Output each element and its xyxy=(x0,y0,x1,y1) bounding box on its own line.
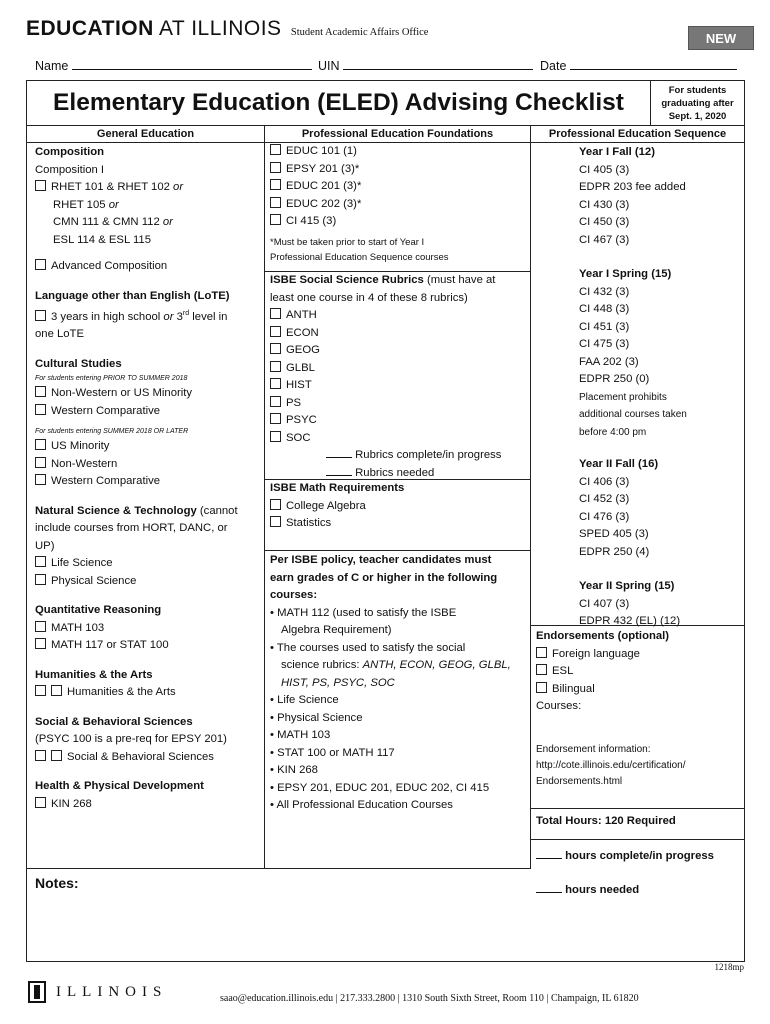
or-text: or xyxy=(162,216,173,228)
checkbox[interactable] xyxy=(51,750,62,761)
nst-row[interactable] xyxy=(35,555,264,573)
or-text: or xyxy=(163,310,174,323)
option-text: Non-Western xyxy=(51,457,118,470)
option-text: Western Comparative xyxy=(51,475,161,488)
brand-light: AT ILLINOIS xyxy=(158,17,282,40)
rubrics-complete-text: Rubrics complete/in progress xyxy=(355,449,502,461)
endorsement-info: Endorsement information: xyxy=(536,743,651,755)
bullet-text: Algebra Requirement) xyxy=(281,624,392,636)
rubric-row[interactable] xyxy=(270,377,530,395)
policy-bullet: • KIN 268 xyxy=(270,764,318,776)
option-text: MATH 103 xyxy=(51,621,105,634)
course-text: CI 448 (3) xyxy=(579,303,630,315)
lote-heading: Language other than English (LoTE) xyxy=(35,289,230,302)
course-text: CI 452 (3) xyxy=(579,493,630,505)
humanities-row[interactable] xyxy=(35,684,264,702)
foundation-row[interactable] xyxy=(270,196,530,214)
checkbox[interactable] xyxy=(270,144,281,155)
professional-foundations-heading: Professional Education Foundations xyxy=(265,126,530,143)
professional-sequence-column xyxy=(531,126,744,961)
quant-row[interactable] xyxy=(35,620,264,638)
isbe-policy-section xyxy=(265,551,530,815)
checkbox[interactable] xyxy=(270,214,281,225)
uin-underline[interactable] xyxy=(343,58,533,70)
professional-foundations-column xyxy=(265,126,531,868)
blank-underline[interactable] xyxy=(536,849,562,859)
course-text: EDUC 202 (3)* xyxy=(286,197,362,210)
nst-note: UP) xyxy=(35,539,55,552)
rubric-row[interactable] xyxy=(270,325,530,343)
checkbox[interactable] xyxy=(270,179,281,190)
bullet-text: science rubrics: xyxy=(281,659,360,671)
nst-note: include courses from HORT, DANC, or xyxy=(35,522,228,535)
option-text: Western Comparative xyxy=(51,404,161,417)
checkbox[interactable] xyxy=(35,439,46,450)
policy-bullet: • MATH 103 xyxy=(270,729,331,741)
page-title: Elementary Education (ELED) Advising Checklist xyxy=(53,89,624,116)
humanities-heading: Humanities & the Arts xyxy=(35,668,153,681)
lote-text: 3 years in high school xyxy=(51,310,161,323)
policy-text: courses: xyxy=(270,589,318,601)
course-text: CI 450 (3) xyxy=(579,216,630,228)
checkbox[interactable] xyxy=(270,343,281,354)
checkbox[interactable] xyxy=(270,499,281,510)
checkbox[interactable] xyxy=(270,308,281,319)
option-text: Foreign language xyxy=(552,647,640,660)
grad-note-line: graduating after xyxy=(661,98,734,109)
social-behavioral-heading: Social & Behavioral Sciences xyxy=(35,715,193,728)
checkbox[interactable] xyxy=(35,404,46,415)
date-field[interactable] xyxy=(540,58,737,73)
course-text: SPED 405 (3) xyxy=(579,528,649,540)
social-science-rubrics-section xyxy=(265,272,530,480)
option-text: Physical Science xyxy=(51,574,137,587)
quantitative-heading: Quantitative Reasoning xyxy=(35,604,162,617)
checkbox[interactable] xyxy=(270,413,281,424)
endorsements-section xyxy=(531,626,744,809)
brand-bold: EDUCATION xyxy=(26,17,154,40)
new-badge: NEW xyxy=(688,26,754,50)
checkbox[interactable] xyxy=(35,750,46,761)
sequence-section xyxy=(531,143,744,626)
block-i-icon xyxy=(28,981,46,1003)
checkbox[interactable] xyxy=(35,457,46,468)
rubric-text: ECON xyxy=(286,326,319,339)
rubric-text: SOC xyxy=(286,431,311,444)
lote-text: one LoTE xyxy=(35,328,84,341)
endorsement-row[interactable] xyxy=(536,646,744,664)
option-text: RHET 101 & RHET 102 xyxy=(51,181,170,193)
rubric-row[interactable] xyxy=(270,360,530,378)
hours-complete-field[interactable] xyxy=(536,848,744,866)
checkbox[interactable] xyxy=(35,310,46,321)
grad-note-line: Sept. 1, 2020 xyxy=(668,111,727,122)
course-text: CI 415 (3) xyxy=(286,215,337,227)
health-heading: Health & Physical Development xyxy=(35,780,204,793)
policy-bullet: • Life Science xyxy=(270,694,339,706)
course-text: CI 406 (3) xyxy=(579,475,630,488)
option-text: Humanities & the Arts xyxy=(67,686,176,699)
blank-underline[interactable] xyxy=(536,883,562,893)
rubric-text: ANTH xyxy=(286,309,317,321)
foundation-row[interactable] xyxy=(270,178,530,196)
rubric-text: GEOG xyxy=(286,344,320,356)
cultural-studies-heading: Cultural Studies xyxy=(35,357,122,370)
bullet-text: Physical Science xyxy=(277,711,363,724)
superscript: rd xyxy=(182,310,190,317)
composition-1-label: Composition I xyxy=(35,163,105,176)
cultural-row[interactable] xyxy=(35,456,264,474)
course-text: EDUC 201 (3)* xyxy=(286,180,362,192)
option-text: Advanced Composition xyxy=(51,260,168,272)
placement-note: Placement prohibits xyxy=(579,391,667,403)
course-text: CI 405 (3) xyxy=(579,163,630,176)
foundation-row[interactable] xyxy=(270,161,530,179)
cultural-note-prior: For students entering PRIOR TO SUMMER 2018 xyxy=(35,375,188,383)
course-text: CI 451 (3) xyxy=(579,320,630,333)
name-underline[interactable] xyxy=(72,58,312,70)
cultural-row[interactable] xyxy=(35,473,264,491)
hours-needed-text: hours needed xyxy=(565,884,640,896)
rubric-text: PSYC xyxy=(286,414,317,426)
hours-section xyxy=(531,809,744,900)
checkbox[interactable] xyxy=(35,797,46,808)
bullet-text: EPSY 201, EDUC 201, EDUC 202, CI 415 xyxy=(277,781,490,794)
rubric-text: HIST xyxy=(286,379,312,391)
checkbox[interactable] xyxy=(270,197,281,208)
lote-row[interactable] xyxy=(35,305,264,326)
natural-science-heading: Natural Science & Technology xyxy=(35,504,197,517)
option-text: ESL 114 & ESL 115 xyxy=(53,233,151,246)
uin-label: UIN xyxy=(318,59,340,73)
policy-bullet: • The courses used to satisfy the social xyxy=(270,641,466,654)
title-bar xyxy=(27,81,651,126)
checkbox[interactable] xyxy=(270,431,281,442)
general-education-heading: General Education xyxy=(27,126,264,143)
rubric-heading: ISBE Social Science Rubrics xyxy=(270,274,424,286)
rubrics-needed-text: Rubrics needed xyxy=(355,466,435,479)
cultural-row[interactable] xyxy=(35,385,264,403)
form-code: 1218mp xyxy=(714,962,744,972)
math-row[interactable] xyxy=(270,515,530,533)
checkbox[interactable] xyxy=(35,474,46,485)
bullet-text: Life Science xyxy=(277,694,339,706)
math-heading: ISBE Math Requirements xyxy=(270,482,405,494)
nst-row[interactable] xyxy=(35,573,264,591)
policy-text: earn grades of C or higher in the following xyxy=(270,571,498,584)
course-text: CI 476 (3) xyxy=(579,510,630,523)
course-text: CI 432 (3) xyxy=(579,285,630,298)
checkbox[interactable] xyxy=(35,685,46,696)
course-text: CI 407 (3) xyxy=(579,597,630,610)
option-text: CMN 111 & CMN 112 xyxy=(53,216,160,228)
course-text: EDUC 101 (1) xyxy=(286,145,357,157)
natural-science-heading-row xyxy=(35,503,264,521)
total-hours: Total Hours: 120 Required xyxy=(536,815,676,827)
policy-bullet: • STAT 100 or MATH 117 xyxy=(270,746,395,759)
option-text: RHET 105 xyxy=(53,198,106,211)
brand-wordmark xyxy=(26,17,428,41)
bullet-text: MATH 103 xyxy=(277,729,331,741)
grad-note-line: For students xyxy=(668,85,727,96)
rubric-note: least one course in 4 of these 8 rubrics) xyxy=(270,291,468,304)
course-text: EDPR 432 (EL) (12) xyxy=(579,615,681,627)
policy-text: Per ISBE policy, teacher candidates must xyxy=(270,554,492,566)
endorsements-heading: Endorsements (optional) xyxy=(536,630,670,642)
course-text: CI 475 (3) xyxy=(579,338,630,350)
checkbox[interactable] xyxy=(270,378,281,389)
bullet-text: STAT 100 or MATH 117 xyxy=(277,746,395,759)
contact-info: saao@education.illinois.edu | 217.333.2800 | 1310 South Sixth Street, Room 110 | Champaign, IL 61820 xyxy=(220,993,639,1004)
lote-text: level in xyxy=(192,310,228,323)
option-text: Life Science xyxy=(51,557,113,570)
placement-note: additional courses taken xyxy=(579,409,687,420)
bullet-text: ANTH, ECON, GEOG, GLBL, xyxy=(362,659,511,671)
cultural-row[interactable] xyxy=(35,403,264,421)
bullet-text: The courses used to satisfy the social xyxy=(276,641,466,654)
checkbox[interactable] xyxy=(270,326,281,337)
foundation-row[interactable] xyxy=(270,213,530,231)
checklist-frame xyxy=(26,80,745,962)
hours-complete-text: hours complete/in progress xyxy=(565,849,714,862)
composition-heading: Composition xyxy=(35,146,105,158)
notes-label: Notes: xyxy=(35,875,79,891)
bullet-text: KIN 268 xyxy=(277,764,318,776)
checkbox[interactable] xyxy=(270,162,281,173)
option-text: US Minority xyxy=(51,440,110,453)
or-text: or xyxy=(108,198,119,211)
policy-bullet: • All Professional Education Courses xyxy=(270,799,453,811)
rubric-text: PS xyxy=(286,396,302,409)
composition-1-checkbox-row[interactable] xyxy=(35,179,264,197)
quant-row[interactable] xyxy=(35,637,264,655)
checkbox[interactable] xyxy=(270,361,281,372)
option-text: ESL xyxy=(552,665,574,677)
policy-bullet: • EPSY 201, EDUC 201, EDUC 202, CI 415 xyxy=(270,781,490,794)
option-text: Social & Behavioral Sciences xyxy=(67,750,214,763)
option-text: Non-Western or US Minority xyxy=(51,387,193,400)
hours-needed-field[interactable] xyxy=(536,882,744,900)
option-text: Statistics xyxy=(286,517,332,529)
illinois-logo xyxy=(28,981,167,1003)
foundation-note: Professional Education Sequence courses xyxy=(270,251,449,263)
lote-text: 3 xyxy=(176,310,183,323)
logo-wordmark: ILLINOIS xyxy=(56,983,168,1000)
rubric-row[interactable] xyxy=(270,307,530,325)
foundation-row[interactable] xyxy=(270,143,530,161)
date-underline[interactable] xyxy=(570,58,737,70)
checkbox[interactable] xyxy=(35,574,46,585)
course-text: EDPR 250 (0) xyxy=(579,373,650,385)
checkbox[interactable] xyxy=(536,682,547,693)
endorsement-link[interactable]: Endorsements.html xyxy=(536,775,623,787)
checkbox[interactable] xyxy=(536,664,547,675)
nst-note: (cannot xyxy=(199,504,238,517)
uin-field[interactable] xyxy=(318,58,533,73)
policy-bullet: • Physical Science xyxy=(270,711,363,724)
checkbox[interactable] xyxy=(35,180,46,191)
endorsement-row[interactable] xyxy=(536,681,744,699)
option-text: College Algebra xyxy=(286,499,366,512)
rubric-row[interactable] xyxy=(270,342,530,360)
bullet-text: All Professional Education Courses xyxy=(276,799,453,811)
checkbox[interactable] xyxy=(270,516,281,527)
math-row[interactable] xyxy=(270,498,530,516)
course-text: EDPR 250 (4) xyxy=(579,545,650,558)
term-heading: Year I Spring (15) xyxy=(579,268,672,280)
checkbox[interactable] xyxy=(536,647,547,658)
endorsement-link[interactable]: http://cote.illinois.edu/certification/ xyxy=(536,759,686,771)
checkbox[interactable] xyxy=(35,638,46,649)
bullet-text: HIST, PS, PSYC, SOC xyxy=(281,676,395,689)
sbs-row[interactable] xyxy=(35,749,264,767)
term-heading: Year II Fall (16) xyxy=(579,458,659,470)
name-label: Name xyxy=(35,59,69,73)
foundation-note: *Must be taken prior to start of Year I xyxy=(270,236,425,248)
term-heading: Year II Spring (15) xyxy=(579,580,675,592)
courses-label: Courses: xyxy=(536,700,582,712)
rubric-row[interactable] xyxy=(270,430,530,448)
math-requirements-section xyxy=(265,480,530,551)
course-text: EPSY 201 (3)* xyxy=(286,162,360,175)
name-field[interactable] xyxy=(35,58,312,73)
checkbox[interactable] xyxy=(51,685,62,696)
rubric-text: GLBL xyxy=(286,361,315,374)
checkbox[interactable] xyxy=(35,259,46,270)
notes-area[interactable] xyxy=(27,868,531,961)
health-row[interactable] xyxy=(35,796,264,814)
checkbox[interactable] xyxy=(270,396,281,407)
checkbox[interactable] xyxy=(35,621,46,632)
checkbox[interactable] xyxy=(35,386,46,397)
professional-sequence-heading: Professional Education Sequence xyxy=(531,126,744,143)
rubric-note: (must have at xyxy=(426,274,496,286)
option-text: KIN 268 xyxy=(51,797,92,810)
blank-underline[interactable] xyxy=(326,466,352,476)
rubric-row[interactable] xyxy=(270,412,530,430)
checkbox[interactable] xyxy=(35,556,46,567)
foundations-section xyxy=(265,143,530,272)
endorsement-row[interactable] xyxy=(536,663,744,681)
term-heading: Year I Fall (12) xyxy=(579,146,655,158)
course-text: CI 430 (3) xyxy=(579,198,630,211)
graduation-note xyxy=(651,81,744,126)
general-education-column xyxy=(27,126,265,868)
course-text: FAA 202 (3) xyxy=(579,355,639,368)
cultural-note-later: For students entering SUMMER 2018 OR LATER xyxy=(35,428,189,436)
option-text: MATH 117 or STAT 100 xyxy=(51,639,169,652)
course-text: EDPR 203 fee added xyxy=(579,181,686,193)
or-text: or xyxy=(173,181,184,193)
bullet-text: MATH 112 (used to satisfy the ISBE xyxy=(277,606,457,619)
date-label: Date xyxy=(540,59,567,73)
sbs-note: (PSYC 100 is a pre-req for EPSY 201) xyxy=(35,733,227,746)
policy-bullet: • MATH 112 (used to satisfy the ISBE xyxy=(270,606,457,619)
placement-note: before 4:00 pm xyxy=(579,426,647,438)
rubric-row[interactable] xyxy=(270,395,530,413)
cultural-row[interactable] xyxy=(35,438,264,456)
rubrics-complete-field[interactable] xyxy=(270,447,530,465)
advanced-composition-row[interactable] xyxy=(35,258,264,276)
blank-underline[interactable] xyxy=(326,448,352,458)
option-text: Bilingual xyxy=(552,682,595,695)
course-text: CI 467 (3) xyxy=(579,233,630,246)
office-name: Student Academic Affairs Office xyxy=(290,27,429,38)
